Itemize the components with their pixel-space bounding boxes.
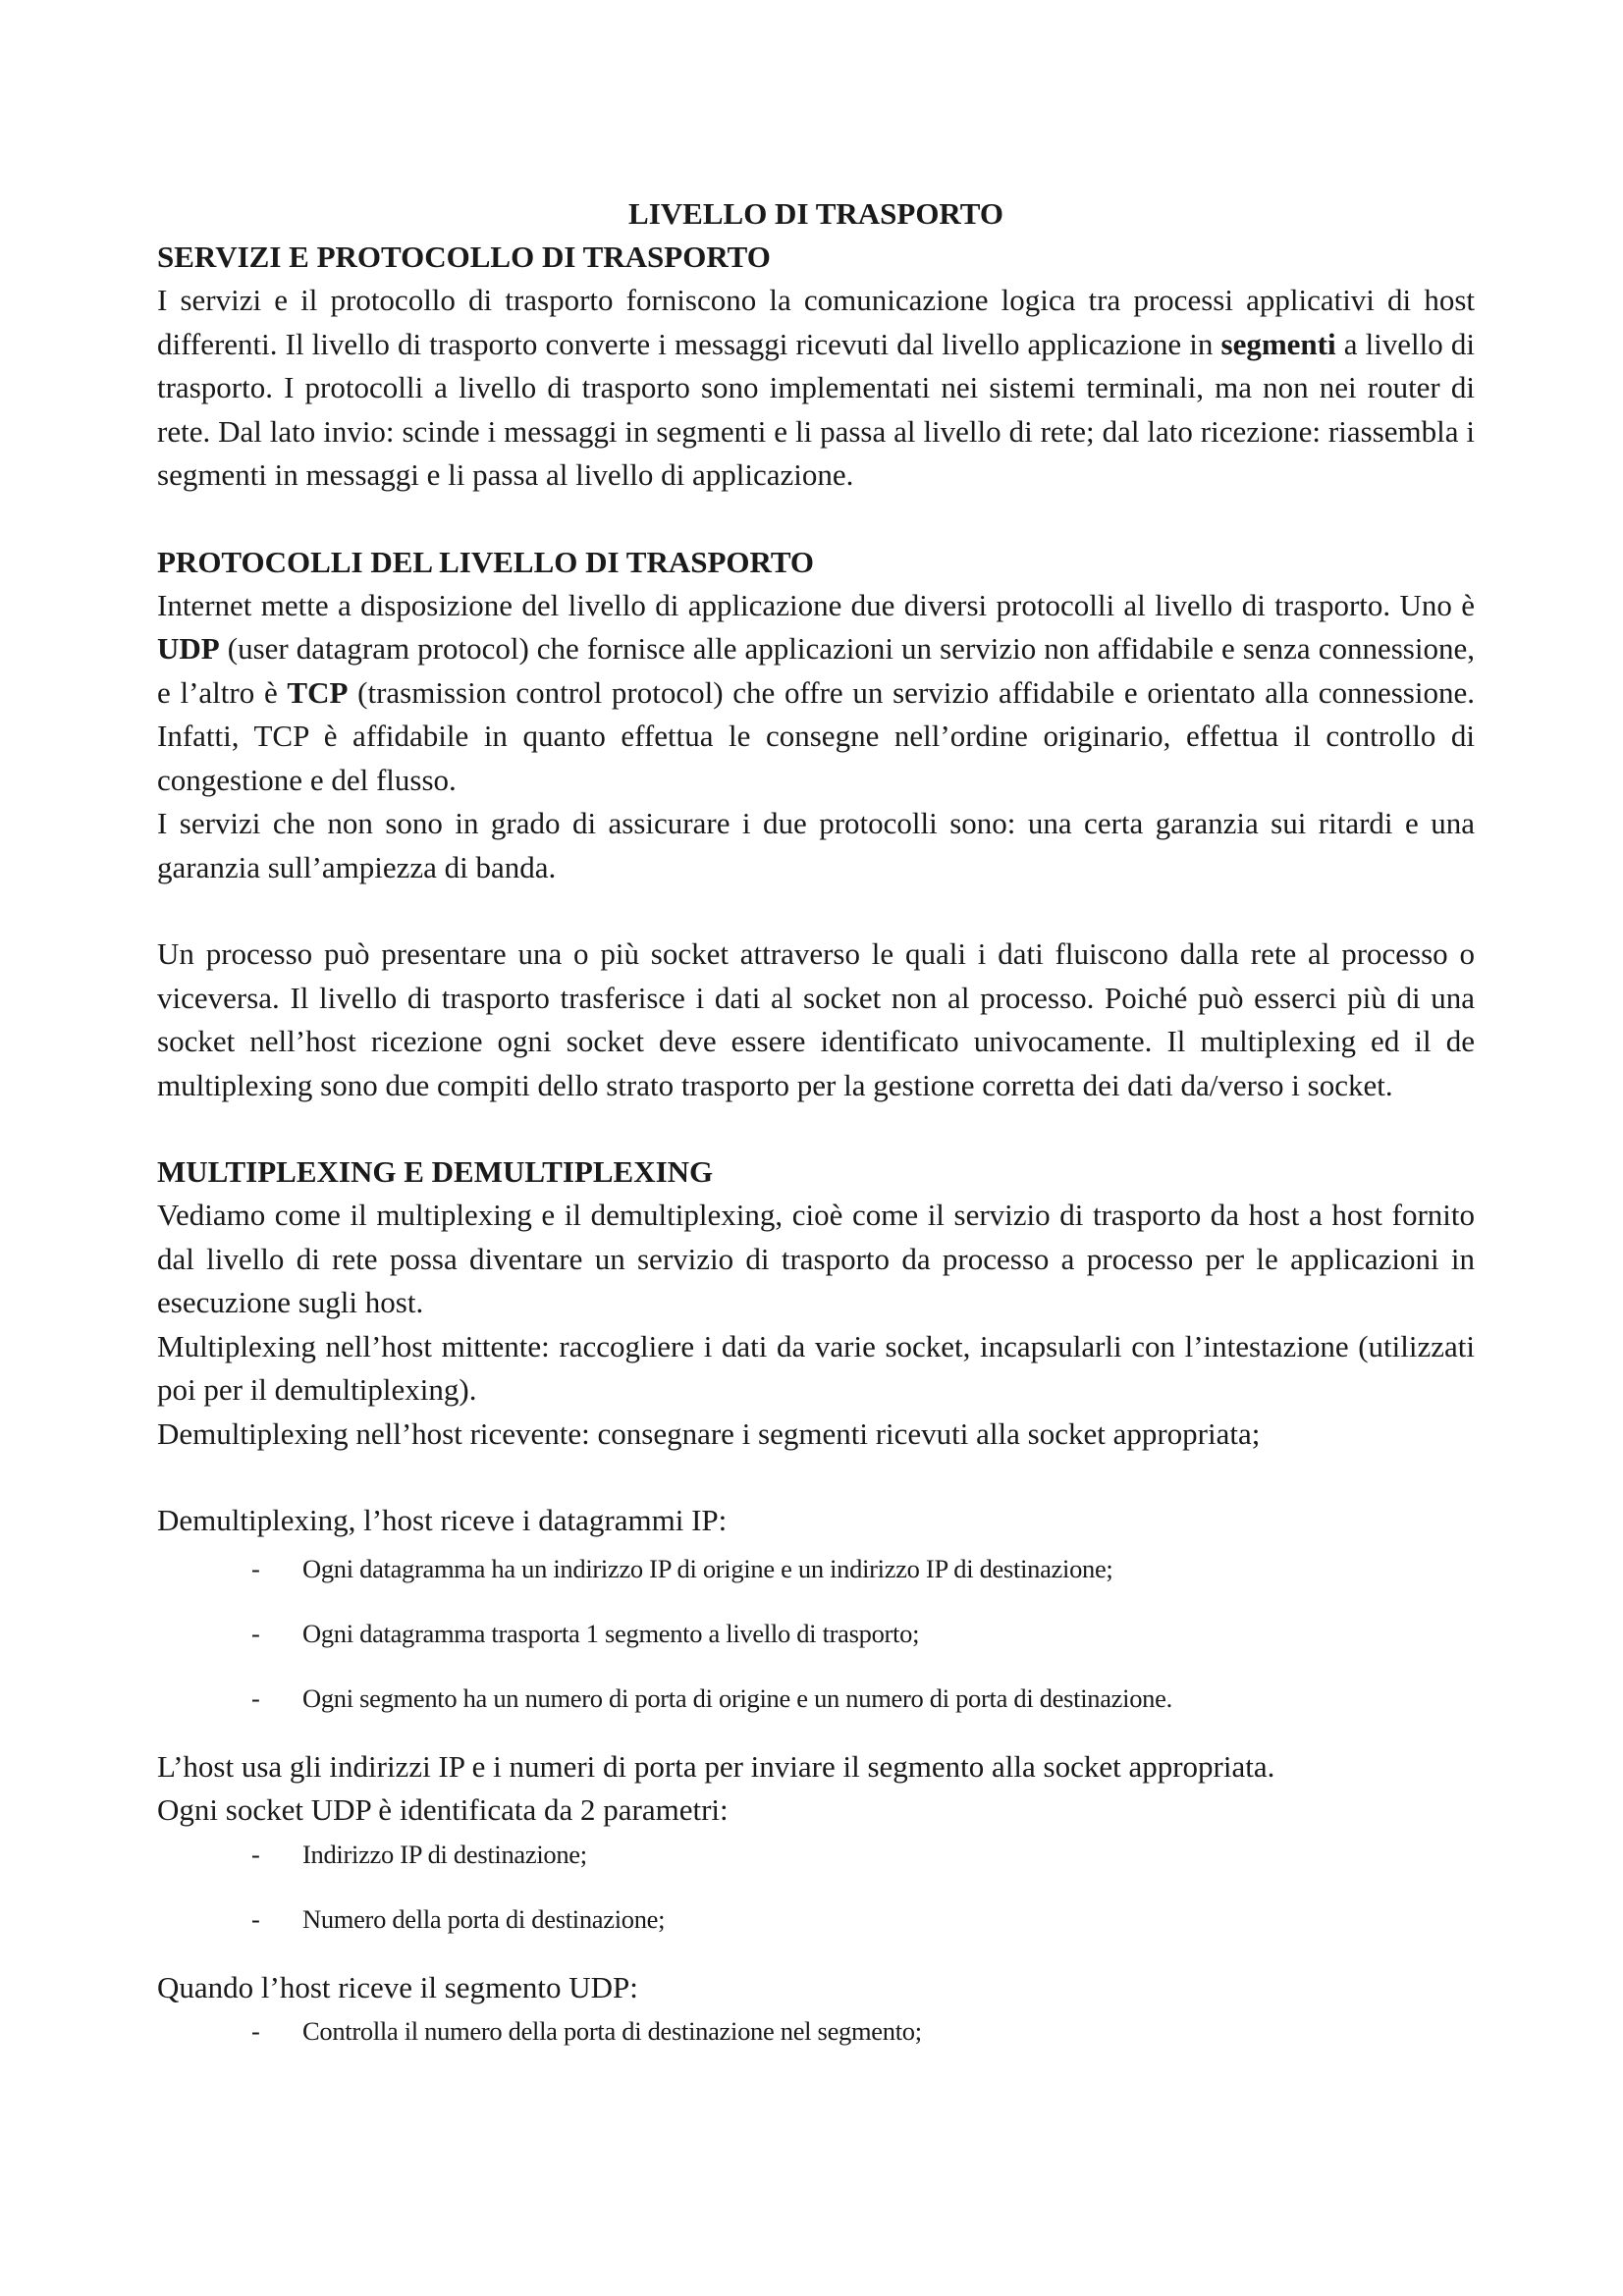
bold-term-udp: UDP	[157, 631, 220, 666]
list-item	[157, 2013, 1475, 2049]
bold-term-segmenti: segmenti	[1220, 326, 1336, 361]
bullet-list-datagrammi	[157, 1551, 1475, 1716]
list-item	[157, 1837, 1475, 1872]
list-item	[157, 1681, 1475, 1716]
text-run: (trasmission control protocol) che offre un servizio affidabile e orientato alla connessione. Infatti, TCP è affidabile in quanto effettua le consegne nell’ordine originario, effettua il controllo di congestione e del flusso.	[157, 674, 1475, 797]
paragraph-protocolli	[157, 584, 1475, 803]
bullet-list-controllo	[157, 2013, 1475, 2049]
document-title: LIVELLO DI TRASPORTO	[628, 196, 1003, 231]
list-item-text: Ogni datagramma trasporta 1 segmento a livello di trasporto;	[302, 1618, 920, 1648]
paragraph-multiplexing-mittente: Multiplexing nell’host mittente: raccogliere i dati da varie socket, incapsularli con l’intestazione (utilizzati poi per il demultiplexing).	[157, 1328, 1475, 1407]
list-item	[157, 1616, 1475, 1651]
text-run: I servizi e il protocollo di trasporto forniscono la comunicazione logica tra processi applicativi di host differenti. Il livello di trasporto converte i messaggi ricevuti dal livello applicazione in	[157, 283, 1475, 361]
bullet-list-parametri	[157, 1837, 1475, 1937]
dash-bullet: -	[251, 1839, 260, 1869]
spacer	[157, 1107, 1475, 1150]
spacer	[157, 1543, 1475, 1551]
spacer	[157, 498, 1475, 541]
paragraph-socket: Un processo può presentare una o più socket attraverso le quali i dati fluiscono dalla rete al processo o viceversa. Il livello di trasporto trasferisce i dati al socket non al processo. Poiché può esserci più di una socket nell’host ricezione ogni socket deve essere identificato univocamente. Il multiplexing ed il de multiplexing sono due compiti dello strato trasporto per la gestione corretta dei dati da/verso i socket.	[157, 936, 1475, 1102]
paragraph-riceve-udp: Quando l’host riceve il segmento UDP:	[157, 1969, 638, 2004]
list-item	[157, 1901, 1475, 1937]
paragraph-demultiplexing-ricevente: Demultiplexing nell’host ricevente: consegnare i segmenti ricevuti alla socket appropriata;	[157, 1415, 1261, 1451]
section-heading-protocolli: PROTOCOLLI DEL LIVELLO DI TRASPORTO	[157, 544, 815, 579]
dash-bullet: -	[251, 1682, 260, 1713]
list-item-text: Indirizzo IP di destinazione;	[302, 1839, 587, 1869]
paragraph-servizi	[157, 279, 1475, 498]
paragraph-garanzie: I servizi che non sono in grado di assicurare i due protocolli sono: una certa garanzia sui ritardi e una garanzia sull’ampiezza di banda.	[157, 806, 1475, 884]
list-item	[157, 1551, 1475, 1586]
text-run: Internet mette a disposizione del livello di applicazione due diversi protocolli al livello di trasporto. Uno è	[157, 587, 1475, 622]
list-item-text: Controlla il numero della porta di destinazione nel segmento;	[302, 2016, 922, 2046]
paragraph-multiplexing-intro: Vediamo come il multiplexing e il demultiplexing, cioè come il servizio di trasporto da host a host fornito dal livello di rete possa diventare un servizio di trasporto da processo a processo per le applicazioni in esecuzione sugli host.	[157, 1198, 1475, 1319]
paragraph-demultiplexing-datagrammi: Demultiplexing, l’host riceve i datagrammi IP:	[157, 1503, 728, 1537]
spacer	[157, 1456, 1475, 1499]
text-run: a livello di trasporto. I protocolli a livello di trasporto sono implementati nei sistemi terminali, ma non nei router di rete. Dal lato invio: scinde i messaggi in segmenti e li passa al livello di rete; dal lato ricezione: riassembla i segmenti in messaggi e li passa al livello di applicazione.	[157, 326, 1475, 492]
section-heading-multiplexing: MULTIPLEXING E DEMULTIPLEXING	[157, 1154, 714, 1189]
list-item-text: Ogni segmento ha un numero di porta di origine e un numero di porta di destinazione.	[302, 1682, 1172, 1713]
dash-bullet: -	[251, 2016, 260, 2046]
list-item-text: Numero della porta di destinazione;	[302, 1903, 666, 1934]
dash-bullet: -	[251, 1903, 260, 1934]
text-run: (user datagram protocol) che fornisce alle applicazioni un servizio non affidabile e senza connessione, e l’altro è	[157, 631, 1475, 710]
document-page	[157, 192, 1475, 2078]
bold-term-tcp: TCP	[287, 674, 349, 710]
section-heading-servizi: SERVIZI E PROTOCOLLO DI TRASPORTO	[157, 240, 771, 274]
paragraph-socket-udp: Ogni socket UDP è identificata da 2 parametri:	[157, 1792, 729, 1827]
dash-bullet: -	[251, 1618, 260, 1648]
list-item-text: Ogni datagramma ha un indirizzo IP di origine e un indirizzo IP di destinazione;	[302, 1553, 1113, 1583]
spacer	[157, 889, 1475, 933]
paragraph-host-indirizzi: L’host usa gli indirizzi IP e i numeri di porta per inviare il segmento alla socket appropriata.	[157, 1748, 1275, 1784]
dash-bullet: -	[251, 1553, 260, 1583]
